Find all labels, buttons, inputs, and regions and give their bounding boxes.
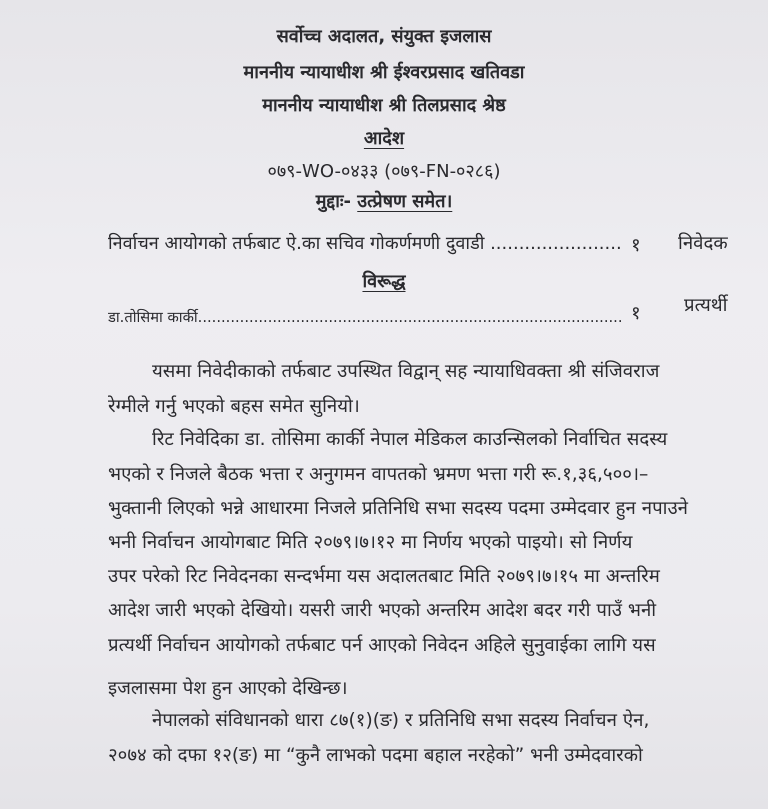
order-title: आदेश xyxy=(363,128,405,149)
subject-label: मुद्दाः- xyxy=(315,191,351,212)
subject-line xyxy=(0,190,768,214)
body-line: इजलासमा पेश हुन आएको देखिन्छ। xyxy=(108,678,348,699)
body-line: उपर परेको रिट निवेदनका सन्दर्भमा यस अदालतबाट मिति २०७९।७।१५ मा अन्तरिम xyxy=(108,566,660,587)
justice-1: माननीय न्यायाधीश श्री ईश्वरप्रसाद खतिवडा xyxy=(243,62,525,83)
respondent-count: १ xyxy=(631,303,641,324)
petitioner-role: निवेदक xyxy=(678,233,728,254)
case-number: ०७९-WO-०४३३ (०७९-FN-०२८६) xyxy=(267,161,501,182)
petitioner-line: निर्वाचन आयोगको तर्फबाट ऐ.का सचिव गोकर्णमणी दुवाडी ....................... xyxy=(108,233,622,254)
justice-2: माननीय न्यायाधीश श्री तिलप्रसाद श्रेष्ठ xyxy=(262,95,506,116)
body-line: रेग्मीले गर्नु भएको बहस समेत सुनियो। xyxy=(108,396,360,417)
body-line: भुक्तानी लिएको भन्ने आधारमा निजले प्रतिनिधि सभा सदस्य पदमा उम्मेदवार हुन नपाउने xyxy=(108,498,688,519)
body-line: २०७४ को दफा १२(ङ) मा “कुनै लाभको पदमा बहाल नरहेको” भनी उम्मेदवारको xyxy=(108,745,643,766)
body-line: रिट निवेदिका डा. तोसिमा कार्की नेपाल मेडिकल काउन्सिलको निर्वाचित सदस्य xyxy=(152,429,668,450)
subject-text: उत्प्रेषण समेत। xyxy=(357,191,453,212)
body-line: भनी निर्वाचन आयोगबाट मिति २०७९।७।१२ मा निर्णय भएको पाइयो। सो निर्णय xyxy=(108,532,633,553)
respondent-line: डा.तोसिमा कार्की........................................................................................... xyxy=(108,309,623,326)
body-line: भएको र निजले बैठक भत्ता र अनुगमन वापतको भ्रमण भत्ता गरी रू.१,३६,५००।– xyxy=(108,464,649,485)
body-line: नेपालको संविधानको धारा ८७(१)(ङ) र प्रतिनिधि सभा सदस्य निर्वाचन ऐन, xyxy=(152,710,650,731)
respondent-role: प्रत्यर्थी xyxy=(684,295,728,316)
body-line: यसमा निवेदीकाको तर्फबाट उपस्थित विद्वान् सह न्यायाधिवक्ता श्री संजिवराज xyxy=(152,361,660,382)
court-name: सर्वोच्च अदालत, संयुक्त इजलास xyxy=(276,26,492,47)
body-line: आदेश जारी भएको देखियो। यसरी जारी भएको अन्तरिम आदेश बदर गरी पाउँ भनी xyxy=(108,600,657,621)
body-line: प्रत्यर्थी निर्वाचन आयोगको तर्फबाट पर्न आएको निवेदन अहिले सुनुवाईका लागि यस xyxy=(108,635,656,656)
versus-heading: विरूद्ध xyxy=(362,271,406,292)
petitioner-count: १ xyxy=(631,235,641,256)
